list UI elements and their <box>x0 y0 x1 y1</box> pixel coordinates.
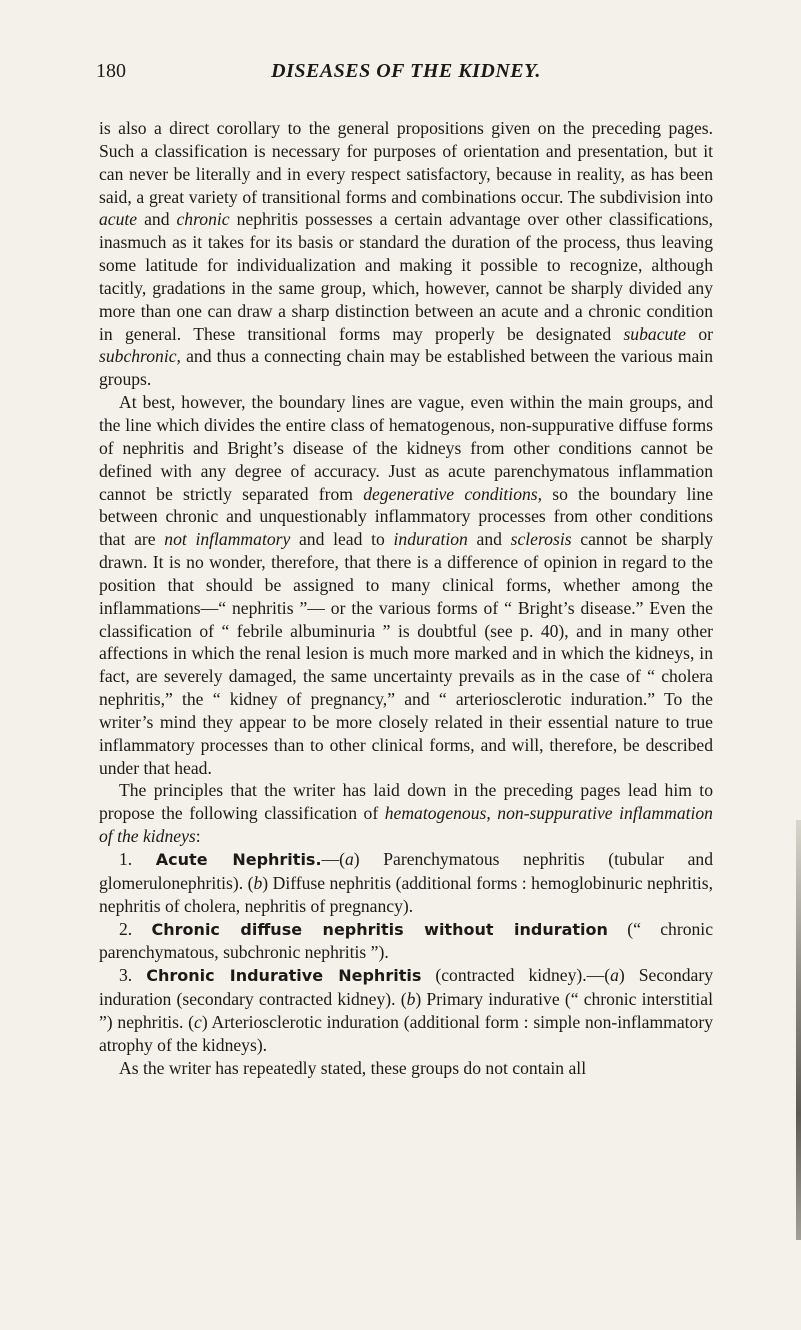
paragraph-2: At best, however, the boundary lines are vague, even within the main groups, and the line which divides the entire class of hematogenous, non-suppurative diffuse forms of nephritis and Bright’s disease of the kidneys from other conditions cannot be defined with any degree of accuracy. Just as acute parenchymatous inflammation cannot be strictly separated from degenerative conditions, so the boundary line between chronic and unquestionably inflammatory processes from other conditions that are not inflammatory and lead to induration and sclerosis cannot be sharply drawn. It is no wonder, therefore, that there is a difference of opinion in regard to the position that should be assigned to many clinical forms, whether among the inflammations—“ nephritis ”— or the various forms of “ Bright’s disease.” Even the classification of “ febrile albuminuria ” is doubtful (see p. 40), and in many other affections in which the renal lesion is much more marked and in which the kidneys, in fact, are severely damaged, the same uncertainty prevails as in the case of “ cholera nephritis,” the “ kidney of pregnancy,” and “ arteriosclerotic induration.” To the writer’s mind they appear to be more closely related in their essential nature to true inflammatory processes than to other clinical forms, and will, therefore, be described under that head. <box>99 392 714 778</box>
paragraph-4: As the writer has repeatedly stated, these groups do not contain all <box>119 1057 587 1078</box>
classification-item-2: 2. Chronic diffuse nephritis without induration (“ chronic parenchymatous, subchronic nephritis ”). <box>99 918 714 963</box>
body-text <box>99 117 713 1079</box>
item-heading: Chronic diffuse nephritis without induration <box>151 919 608 939</box>
page-number: 180 <box>96 60 126 82</box>
paragraph-1: is also a direct corollary to the general propositions given on the preceding pages. Such a classification is necessary for purposes of orientation and presentation, but it can never be literally and in every respect satisfactory, because in reality, as has been said, a great variety of transitional forms and combinations occur. The subdivision into acute and chronic nephritis possesses a certain advantage over other classifications, inasmuch as it takes for its basis or standard the duration of the process, thus leaving some latitude for individualization and making it possible to recognize, although tacitly, gradations in the same group, which, however, cannot be sharply divided any more than one can draw a sharp distinction between an acute and a chronic condition in general. These transitional forms may properly be designated subacute or subchronic, and thus a connecting chain may be established between the various main groups. <box>99 118 713 390</box>
page-header <box>96 60 716 86</box>
classification-item-3: 3. Chronic Indurative Nephritis (contracted kidney).—(a) Secondary induration (secondary contracted kidney). (b) Primary indurative (“ chronic interstitial ”) nephritis. (c) Arteriosclerotic induration (additional form : simple non-inflammatory atrophy of the kidneys). <box>99 965 714 1055</box>
item-heading: Chronic Indurative Nephritis <box>146 966 422 986</box>
item-heading: Acute Nephritis. <box>155 850 322 869</box>
classification-item-1: 1. Acute Nephritis.—(a) Parenchymatous nephritis (tubular and glomerulonephritis). (b) Diffuse nephritis (additional forms : hemoglobinuric nephritis, nephritis of cholera, nephritis of pregnancy). <box>99 849 714 916</box>
page-edge-shadow <box>796 820 801 1240</box>
paragraph-3: The principles that the writer has laid down in the preceding pages lead him to propose the following classification of hematogenous, non-suppurative inflammation of the kidneys: <box>99 780 713 847</box>
running-title: DISEASES OF THE KIDNEY. <box>271 60 541 82</box>
